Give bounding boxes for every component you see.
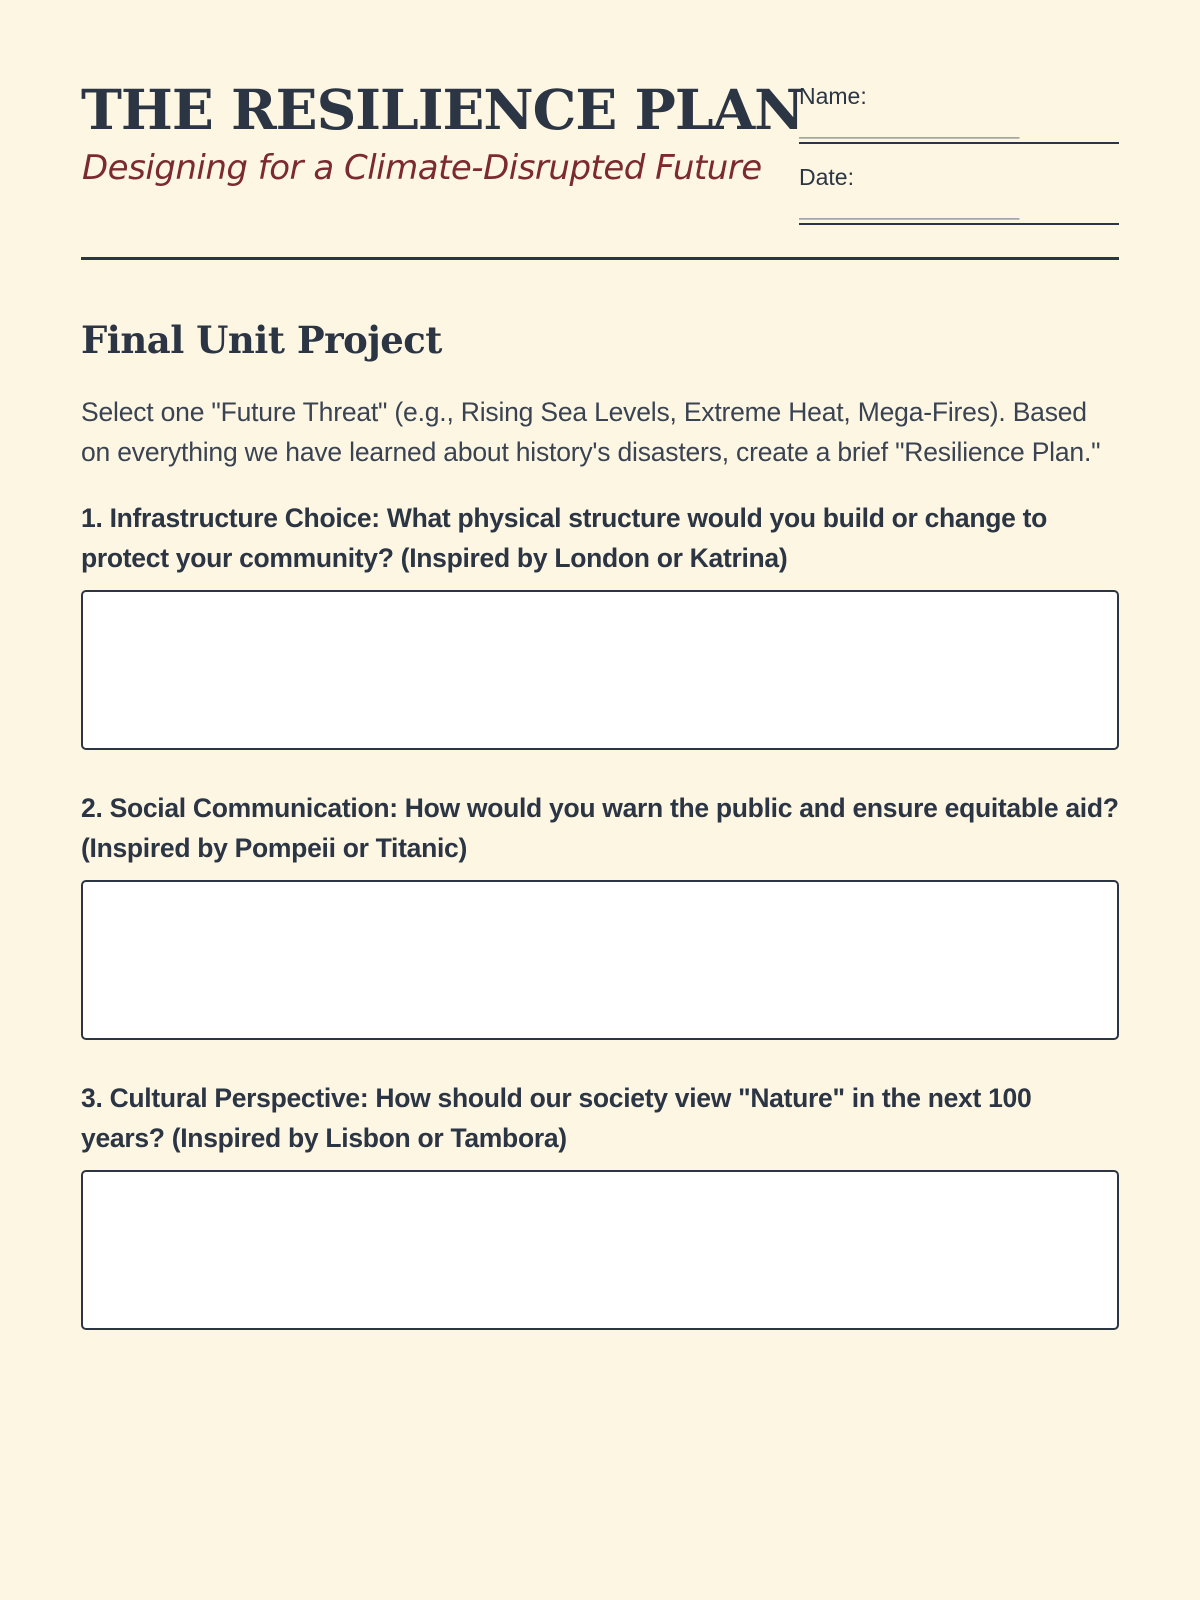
question-1 xyxy=(81,498,1119,750)
question-3-label: 3. Cultural Perspective: How should our society view "Nature" in the next 100 years? (Inspired by Lisbon or Tambora) xyxy=(81,1083,1032,1154)
answer-1-box[interactable] xyxy=(81,590,1119,750)
date-field xyxy=(799,163,1119,244)
question-1-label: 1. Infrastructure Choice: What physical structure would you build or change to protect your community? (Inspired by London or Katrina) xyxy=(81,503,1048,574)
worksheet-header xyxy=(81,0,1119,260)
answer-2-box[interactable] xyxy=(81,880,1119,1040)
question-2-label: 2. Social Communication: How would you warn the public and ensure equitable aid? (Inspired by Pompeii or Titanic) xyxy=(81,793,1119,864)
answer-3-box[interactable] xyxy=(81,1170,1119,1330)
name-field xyxy=(799,82,1119,163)
name-blank[interactable]: ______________________ xyxy=(799,114,1119,144)
question-2 xyxy=(81,788,1119,1040)
question-3 xyxy=(81,1078,1119,1330)
page-subtitle: Designing for a Climate-Disrupted Future xyxy=(82,148,762,188)
date-blank[interactable]: ______________________ xyxy=(799,195,1119,225)
instructions: Select one "Future Threat" (e.g., Rising Sea Levels, Extreme Heat, Mega-Fires). Based on everything we have learned about history's disasters, create a brief "Resilience Plan." xyxy=(81,397,1101,468)
date-label: Date: xyxy=(799,164,854,190)
section-title: Final Unit Project xyxy=(81,318,442,362)
name-label: Name: xyxy=(799,83,867,109)
student-info xyxy=(799,82,1119,244)
page-title: THE RESILIENCE PLAN xyxy=(81,77,804,142)
